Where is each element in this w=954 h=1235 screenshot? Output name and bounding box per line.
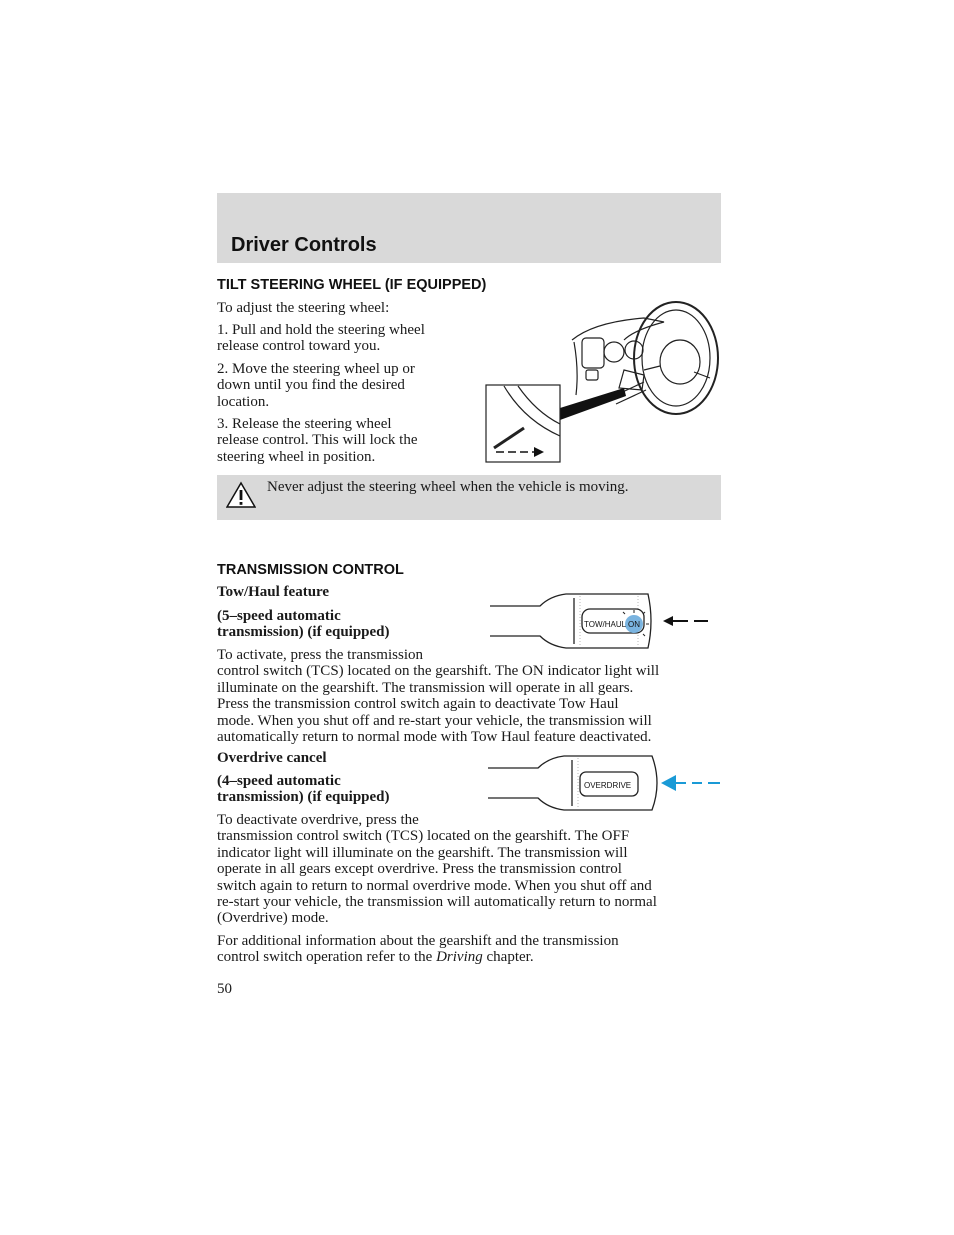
tilt-step-1: 1. Pull and hold the steering wheel release control toward you. bbox=[217, 322, 425, 355]
tilt-step-3: 3. Release the steering wheel release control. This will lock the steering wheel in position. bbox=[217, 416, 418, 465]
towhaul-switch-label: TOW/HAUL bbox=[584, 620, 627, 629]
overdrive-title: Overdrive cancel bbox=[217, 750, 327, 766]
overdrive-switch-label: OVERDRIVE bbox=[584, 781, 632, 790]
chapter-header bbox=[217, 193, 721, 263]
tilt-intro: To adjust the steering wheel: bbox=[217, 300, 390, 316]
transmission-heading: TRANSMISSION CONTROL bbox=[217, 562, 404, 578]
towhaul-title: Tow/Haul feature bbox=[217, 584, 330, 600]
overdrive-gearshift-illustration bbox=[486, 754, 724, 816]
towhaul-subtitle: (5–speed automatic transmission) (if equipped) bbox=[217, 608, 390, 641]
page-number: 50 bbox=[217, 981, 232, 997]
towhaul-body: To activate, press the transmission control switch (TCS) located on the gearshift. The ON indicator light will illuminate on the gearshift. The transmission will operate in all gears. Press the transmission control switch again to deactivate Tow Haul mode. When you shut off and re-start your vehicle, the transmission will automatically return to normal mode with Tow Haul feature deactivated. bbox=[217, 647, 660, 746]
towhaul-on-indicator: ON bbox=[628, 620, 640, 629]
chapter-title: Driver Controls bbox=[231, 234, 377, 256]
warning-icon bbox=[226, 481, 256, 509]
additional-info: For additional information about the gearshift and the transmission control switch operation refer to the Driving chapter. bbox=[217, 933, 619, 966]
driving-chapter-reference: Driving bbox=[436, 949, 483, 966]
tilt-step-2: 2. Move the steering wheel up or down until you find the desired location. bbox=[217, 361, 415, 410]
tilt-heading: TILT STEERING WHEEL (IF EQUIPPED) bbox=[217, 277, 487, 293]
warning-text: Never adjust the steering wheel when the vehicle is moving. bbox=[267, 479, 629, 495]
towhaul-gearshift-illustration bbox=[488, 590, 724, 652]
warning-box bbox=[217, 475, 721, 520]
overdrive-subtitle: (4–speed automatic transmission) (if equipped) bbox=[217, 773, 390, 806]
steering-wheel-illustration bbox=[484, 300, 724, 465]
overdrive-body: To deactivate overdrive, press the transmission control switch (TCS) located on the gearshift. The OFF indicator light will illuminate on the gearshift. The transmission will operate in all gears except overdrive. Press the transmission control switch again to return to normal overdrive mode. When you shut off and re-start your vehicle, the transmission will automatically return to normal (Overdrive) mode. bbox=[217, 812, 657, 927]
